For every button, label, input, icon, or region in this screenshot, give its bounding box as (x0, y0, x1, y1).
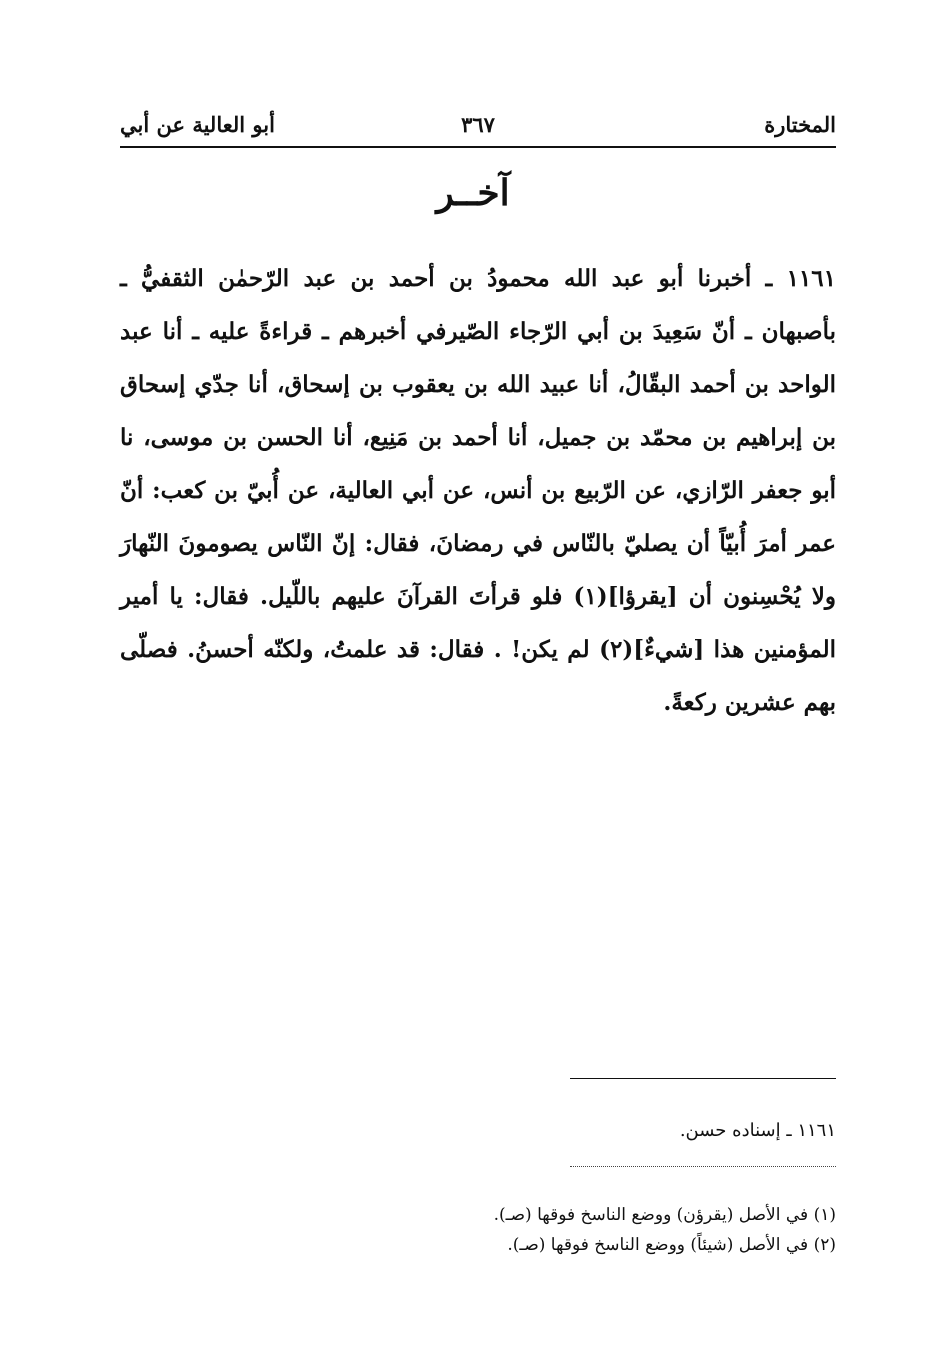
footnote-2: (٢) في الأصل (شيئاً) ووضع الناسخ فوقها (صـ). (507, 1235, 836, 1255)
dotted-separator (570, 1166, 836, 1167)
hadith-text: ١١٦١ ـ أخبرنا أبو عبد الله محمودُ بن أحمد بن عبد الرّحمٰن الثقفيُّ ـ بأصبهان ـ أنّ سَعِيدَ بن أبي الرّجاء الصّيرفي أخبرهم ـ قراءةً عليه ـ أنا عبد الواحد بن أحمد البقّالُ، أنا عبيد الله بن يعقوب بن إسحاق، أنا جدّي إسحاق بن إبراهيم بن محمّد بن جميل، أنا أحمد بن مَنِيع، أنا الحسن بن موسى، نا أبو جعفر الرّازي، عن الرّبيع بن أنس، عن أبي العالية، عن أُبيّ بن كعب: أنّ عمر أمرَ أُبيّاً أن يصليّ بالنّاس في رمضانَ، فقال: إنّ النّاس يصومونَ النّهارَ ولا يُحْسِنون أن [يقرؤا](١) فلو قرأتَ القرآنَ عليهم باللّيل. فقال: يا أمير المؤمنين هذا [شيءٌ](٢) لم يكن! . فقال: قد علمتُ، ولكنّه أحسنُ. فصلّى بهم عشرين ركعةً. (120, 265, 837, 716)
footnotes (236, 1200, 836, 1260)
footnote-1: (١) في الأصل (يقرؤن) ووضع الناسخ فوقها (صـ). (493, 1205, 836, 1225)
page-number: ٣٦٧ (461, 112, 495, 137)
hadith-body (120, 252, 836, 729)
footnote-separator (570, 1078, 836, 1079)
chapter-title: آخــر (436, 172, 510, 214)
isnad-grading: ١١٦١ ـ إسناده حسن. (679, 1120, 836, 1141)
book-title: المختارة (764, 112, 836, 137)
running-header (120, 112, 836, 146)
header-rule (120, 146, 836, 148)
section-title: أبو العالية عن أبي (120, 112, 275, 137)
